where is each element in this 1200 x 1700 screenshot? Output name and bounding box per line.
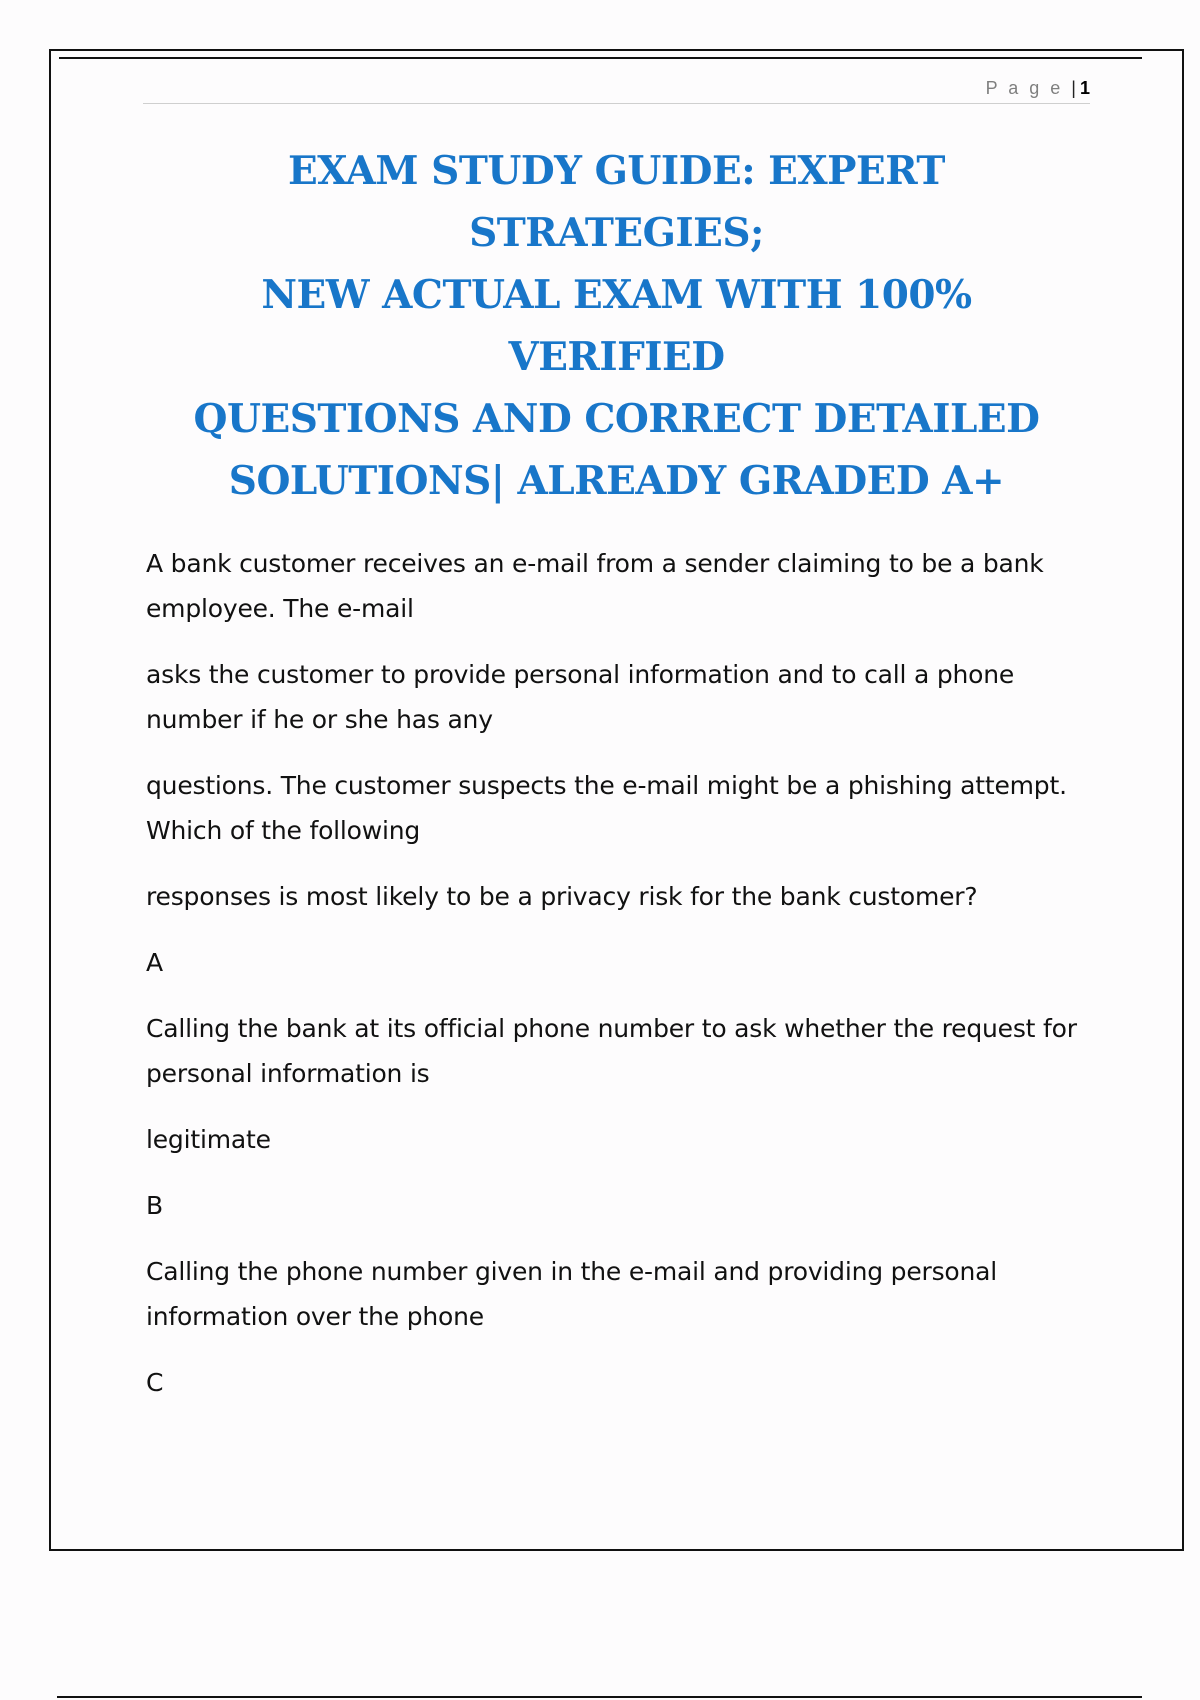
option-a-text-line-1: Calling the bank at its official phone number to ask whether the request for personal information is [146,1014,1077,1088]
option-b-letter: B [146,1191,163,1220]
option-a-text-line-2: legitimate [146,1125,271,1154]
title-line-2: NEW ACTUAL EXAM WITH 100% VERIFIED [261,272,972,380]
page-number: 1 [1079,78,1090,98]
page-header [143,73,1090,104]
document-title [161,140,1072,512]
page-label: P a g e [985,78,1064,98]
question-content [146,541,1097,1426]
question-paragraph-4: responses is most likely to be a privacy risk for the bank customer? [146,882,978,911]
option-a-letter: A [146,948,163,977]
page-separator: | [1071,78,1076,98]
option-b-text-line-1: Calling the phone number given in the e-mail and providing personal information over the phone [146,1257,998,1331]
question-paragraph-3: questions. The customer suspects the e-mail might be a phishing attempt. Which of the following [146,771,1067,845]
title-line-3: QUESTIONS AND CORRECT DETAILED [193,396,1040,442]
title-line-4: SOLUTIONS| ALREADY GRADED A+ [228,458,1005,504]
question-paragraph-1: A bank customer receives an e-mail from a sender claiming to be a bank employee. The e-mail [146,549,1044,623]
page-frame [49,49,1184,1551]
frame-top-line [59,57,1142,59]
question-paragraph-2: asks the customer to provide personal information and to call a phone number if he or she has any [146,660,1015,734]
title-line-1: EXAM STUDY GUIDE: EXPERT STRATEGIES; [288,148,945,256]
next-page-top-rule [57,1696,1142,1698]
option-c-letter: C [146,1368,164,1397]
